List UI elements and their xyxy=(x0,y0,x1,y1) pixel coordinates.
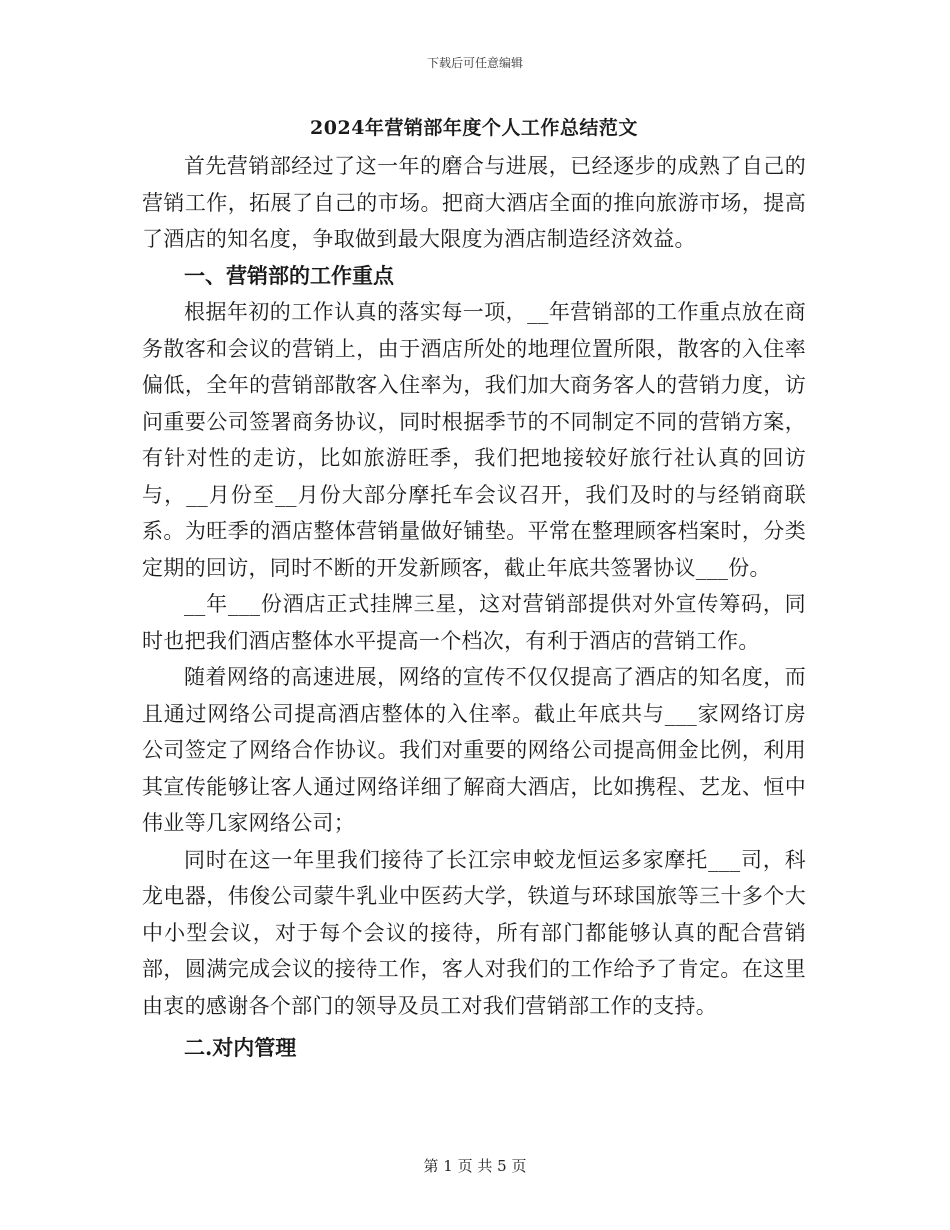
page-header: 下载后可任意编辑 xyxy=(426,56,523,70)
document-title: 2024年营销部年度个人工作总结范文 xyxy=(310,117,638,139)
paragraph: 随着网络的高速进展，网络的宣传不仅仅提高了酒店的知名度，而且通过网络公司提高酒店整体的入住率。截止年底共与___家网络订房公司签定了网络合作协议。我们对重要的网络公司提高佣金比例，利用其宣传能够让客人通过网络详细了解商大酒店，比如携程、艺龙、恒中伟业等几家网络公司； xyxy=(142,665,806,835)
paragraph: __年___份酒店正式挂牌三星，这对营销部提供对外宣传筹码，同时也把我们酒店整体水平提高一个档次，有利于酒店的营销工作。 xyxy=(142,592,806,653)
intro-paragraph: 首先营销部经过了这一年的磨合与进展，已经逐步的成熟了自己的营销工作，拓展了自己的市场。把商大酒店全面的推向旅游市场，提高了酒店的知名度，争取做到最大限度为酒店制造经济效益。 xyxy=(142,154,806,251)
page-number-footer: 第 1 页 共 5 页 xyxy=(423,1157,527,1175)
paragraph: 根据年初的工作认真的落实每一项，__年营销部的工作重点放在商务散客和会议的营销上，由于酒店所处的地理位置所限，散客的入住率偏低，全年的营销部散客入住率为，我们加大商务客人的营销力度，访问重要公司签署商务协议，同时根据季节的不同制定不同的营销方案，有针对性的走访，比如旅游旺季，我们把地接较好旅行社认真的回访与，__月份至__月份大部分摩托车会议召开，我们及时的与经销商联系。为旺季的酒店整体营销量做好铺垫。平常在整理顾客档案时，分类定期的回访，同时不断的开发新顾客，截止年底共签署协议___份。 xyxy=(142,300,806,580)
section-heading-2: 二.对内管理 xyxy=(184,1035,297,1060)
paragraph: 同时在这一年里我们接待了长江宗申蛟龙恒运多家摩托___司，科龙电器，伟俊公司蒙牛乳业中医药大学，铁道与环球国旅等三十多个大中小型会议，对于每个会议的接待，所有部门都能够认真的配合营销部，圆满完成会议的接待工作，客人对我们的工作给予了肯定。在这里由衷的感谢各个部门的领导及员工对我们营销部工作的支持。 xyxy=(142,847,806,1018)
document-body xyxy=(142,112,806,1067)
section-heading-1: 一、营销部的工作重点 xyxy=(184,262,394,288)
